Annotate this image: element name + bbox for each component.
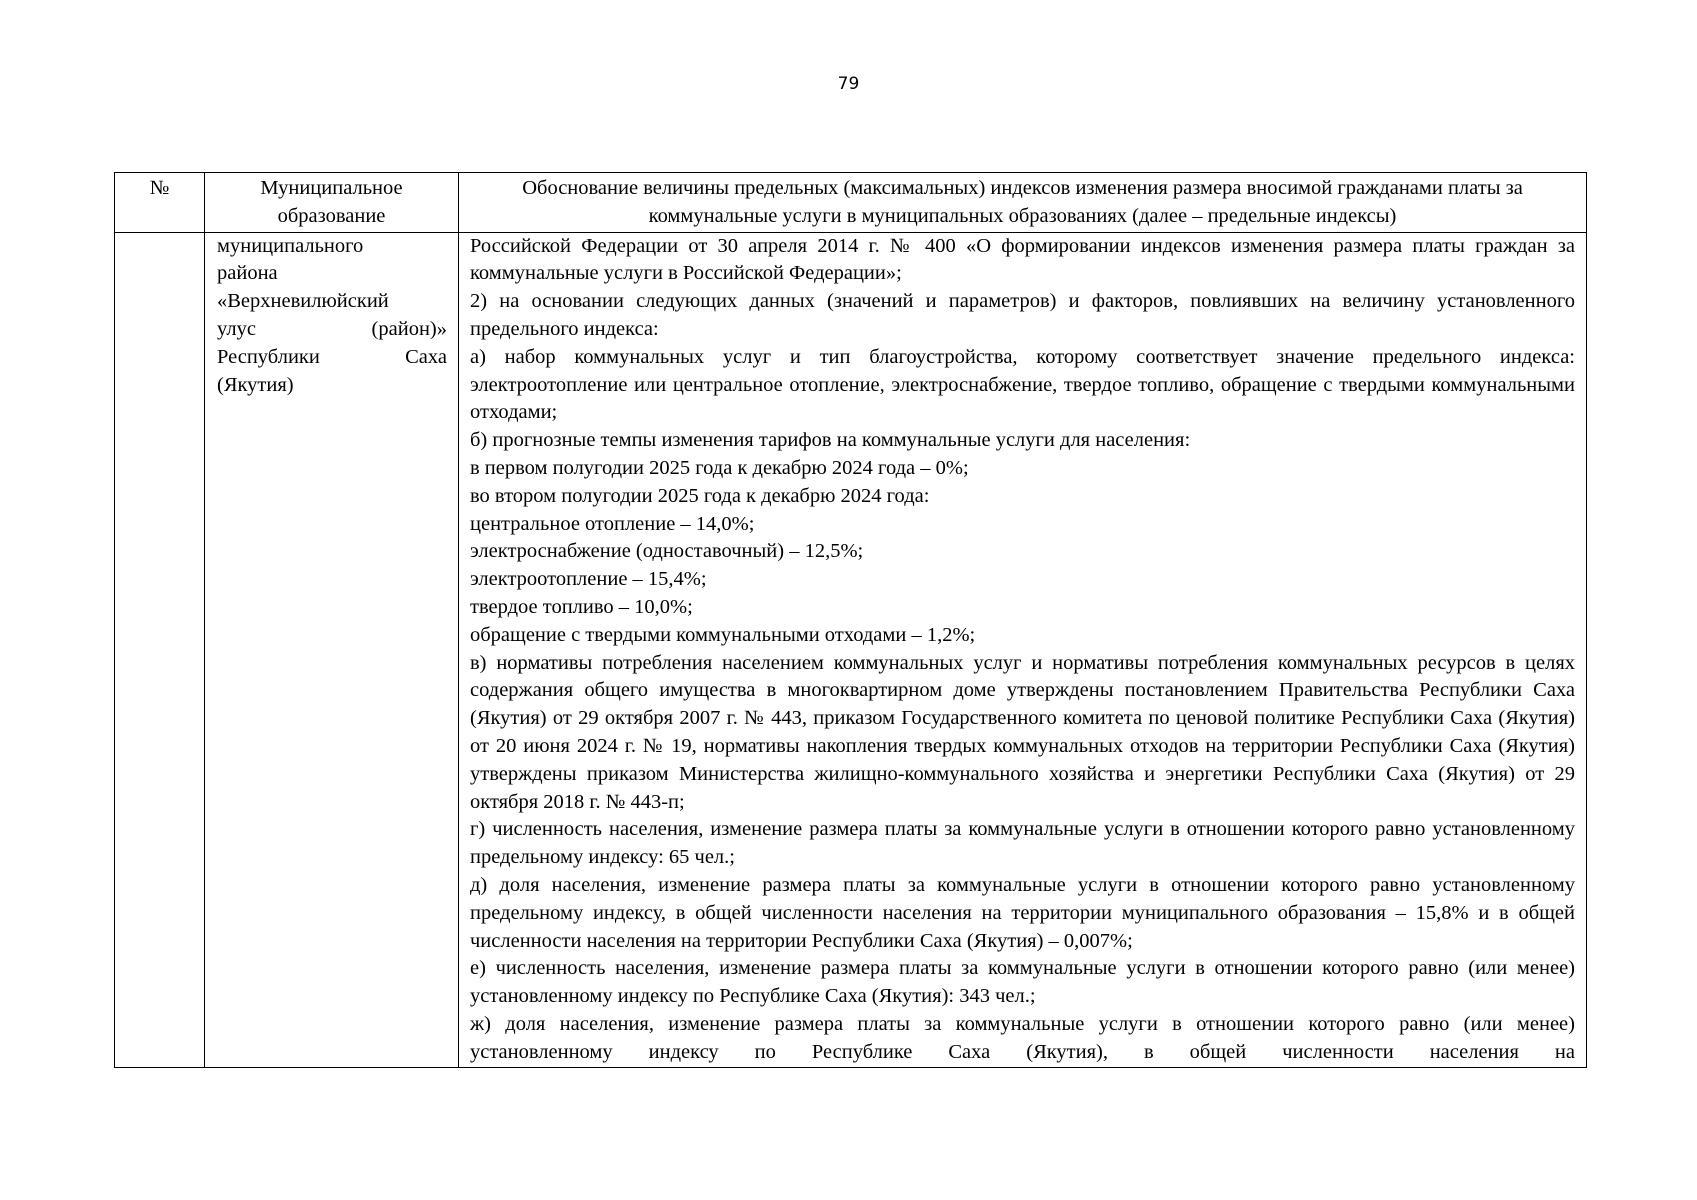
paragraph: электроотопление – 15,4%; — [470, 568, 707, 591]
paragraph: в первом полугодии 2025 года к декабрю 2024 года – 0%; — [470, 456, 969, 479]
paragraph: б) прогнозные темпы изменения тарифов на коммунальные услуги для населения: — [470, 429, 1191, 452]
paragraph: Российской Федерации от 30 апреля 2014 г. № 400 «О формировании индексов изменения размера платы граждан за коммунальные услуги в Российской Федерации»; — [470, 234, 1575, 285]
municipality-line: «Верхневилюйский — [217, 290, 389, 313]
header-municipality: Муниципальное образование — [205, 173, 459, 233]
header-justification: Обоснование величины предельных (максимальных) индексов изменения размера вносимой гражданами платы за коммунальные услуги в муниципальных образованиях (далее – предельные индексы) — [459, 173, 1587, 233]
paragraph: г) численность населения, изменение размера платы за коммунальные услуги в отношении которого равно установленному предельному индексу: 65 чел.; — [470, 818, 1575, 869]
municipality-line: улус (район)» — [217, 317, 447, 340]
cell-justification — [459, 232, 1587, 1067]
cell-municipality — [205, 232, 459, 1067]
paragraph: центральное отопление – 14,0%; — [470, 512, 755, 535]
header-number: № — [115, 173, 205, 233]
municipality-line: муниципального — [217, 234, 364, 257]
paragraph: в) нормативы потребления населением коммунальных услуг и нормативы потребления коммунальных ресурсов в целях содержания общего имущества в многоквартирном доме утверждены постановлением Правительства Республики Саха (Якутия) от 29 октября 2007 г. № 443, приказом Государственного комитета по ценовой политике Республики Саха (Якутия) от 20 июня 2024 г. № 19, нормативы накопления твердых коммунальных отходов на территории Республики Саха (Якутия) утверждены приказом Министерства жилищно-коммунального хозяйства и энергетики Республики Саха (Якутия) от 29 октября 2018 г. № 443-п; — [470, 651, 1575, 813]
paragraph: 2) на основании следующих данных (значений и параметров) и факторов, повлиявших на величину установленного предельного индекса: — [470, 290, 1575, 340]
municipality-line: (Якутия) — [217, 373, 294, 396]
table-header-row — [115, 173, 1587, 233]
paragraph: ж) доля населения, изменение размера платы за коммунальные услуги в отношении которого равно (или менее) установленному индексу по Республике Саха (Якутия), в общей численности населения на — [470, 1012, 1575, 1063]
paragraph: е) численность населения, изменение размера платы за коммунальные услуги в отношении которого равно (или менее) установленному индексу по Республике Саха (Якутия): 343 чел.; — [470, 957, 1575, 1008]
paragraph: д) доля населения, изменение размера платы за коммунальные услуги в отношении которого равно установленному предельному индексу, в общей численности населения на территории муниципального образования – 15,8% и в общей численности населения на территории Республики Саха (Якутия) – 0,007%; — [470, 873, 1575, 952]
paragraph: а) набор коммунальных услуг и тип благоустройства, которому соответствует значение предельного индекса: электроотопление или центральное отопление, электроснабжение, твердое топливо, обращение с твердыми коммунальными отходами; — [470, 345, 1575, 424]
paragraph: электроснабжение (одноставочный) – 12,5%; — [470, 540, 864, 563]
table-row — [115, 232, 1587, 1067]
page-number: 79 — [837, 74, 860, 94]
municipality-line: Республики Саха — [217, 345, 447, 368]
paragraph: обращение с твердыми коммунальными отходами – 1,2%; — [470, 623, 976, 646]
paragraph: твердое топливо – 10,0%; — [470, 595, 693, 618]
paragraph: во втором полугодии 2025 года к декабрю 2024 года: — [470, 484, 930, 507]
justification-table — [114, 172, 1587, 1068]
cell-number — [115, 232, 205, 1067]
municipality-line: района — [217, 262, 278, 285]
